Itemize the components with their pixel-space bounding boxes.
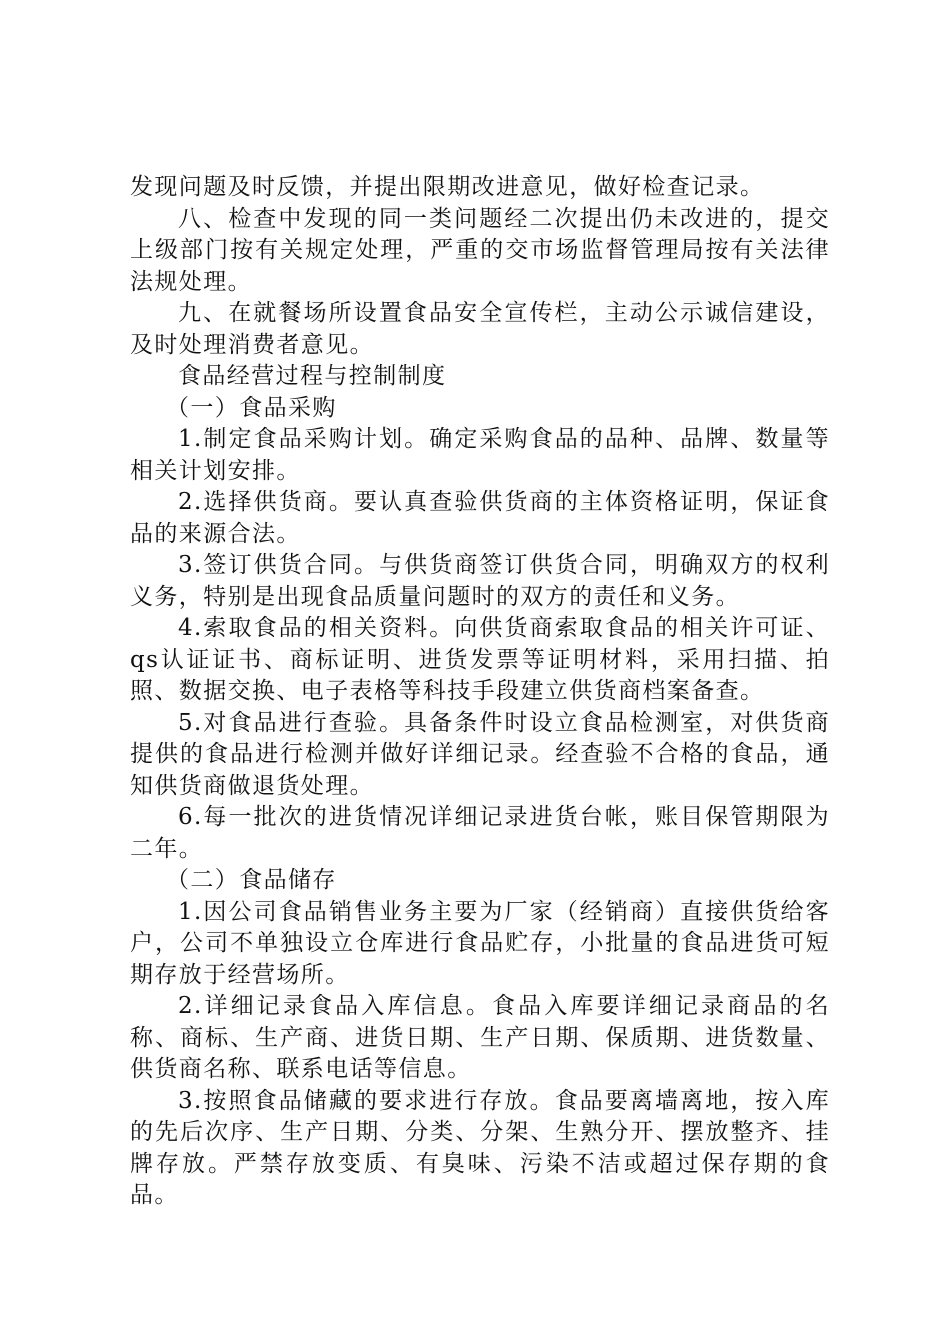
- paragraph: 6.每一批次的进货情况详细记录进货台帐，账目保管期限为二年。: [130, 804, 830, 862]
- paragraph: 八、检查中发现的同一类问题经二次提出仍未改进的，提交上级部门按有关规定处理，严重的交市场监督管理局按有关法律法规处理。: [130, 205, 830, 295]
- paragraph: 2.详细记录食品入库信息。食品入库要详细记录商品的名称、商标、生产商、进货日期、生产日期、保质期、进货数量、供货商名称、联系电话等信息。: [130, 993, 830, 1082]
- paragraph: 5.对食品进行查验。具备条件时设立食品检测室，对供货商提供的食品进行检测并做好详细记录。经查验不合格的食品，通知供货商做退货处理。: [130, 709, 830, 799]
- section-heading: 食品经营过程与控制制度: [178, 363, 447, 389]
- subsection-heading: （二）食品储存: [166, 867, 337, 893]
- paragraph: 1.因公司食品销售业务主要为厂家（经销商）直接供货给客户，公司不单独设立仓库进行食品贮存，小批量的食品进货可短期存放于经营场所。: [130, 898, 830, 988]
- paragraph: 1.制定食品采购计划。确定采购食品的品种、品牌、数量等相关计划安排。: [130, 426, 830, 484]
- paragraph: 九、在就餐场所设置食品安全宣传栏，主动公示诚信建设，及时处理消费者意见。: [130, 300, 830, 358]
- subsection-heading: （一）食品采购: [166, 394, 337, 421]
- paragraph: 发现问题及时反馈，并提出限期改进意见，做好检查记录。: [130, 174, 765, 200]
- paragraph: 3.按照食品储藏的要求进行存放。食品要离墙离地，按入库的先后次序、生产日期、分类、分架、生熟分开、摆放整齐、挂牌存放。严禁存放变质、有臭味、污染不洁或超过保存期的食品。: [130, 1087, 830, 1208]
- paragraph: 3.签订供货合同。与供货商签订供货合同，明确双方的权利义务，特别是出现食品质量问题时的双方的责任和义务。: [130, 552, 830, 610]
- document-body: [130, 172, 830, 1212]
- paragraph: 2.选择供货商。要认真查验供货商的主体资格证明，保证食品的来源合法。: [130, 489, 830, 547]
- paragraph: 4.索取食品的相关资料。向供货商索取食品的相关许可证、qs认证证书、商标证明、进货发票等证明材料，采用扫描、拍照、数据交换、电子表格等科技手段建立供货商档案备查。: [130, 615, 830, 704]
